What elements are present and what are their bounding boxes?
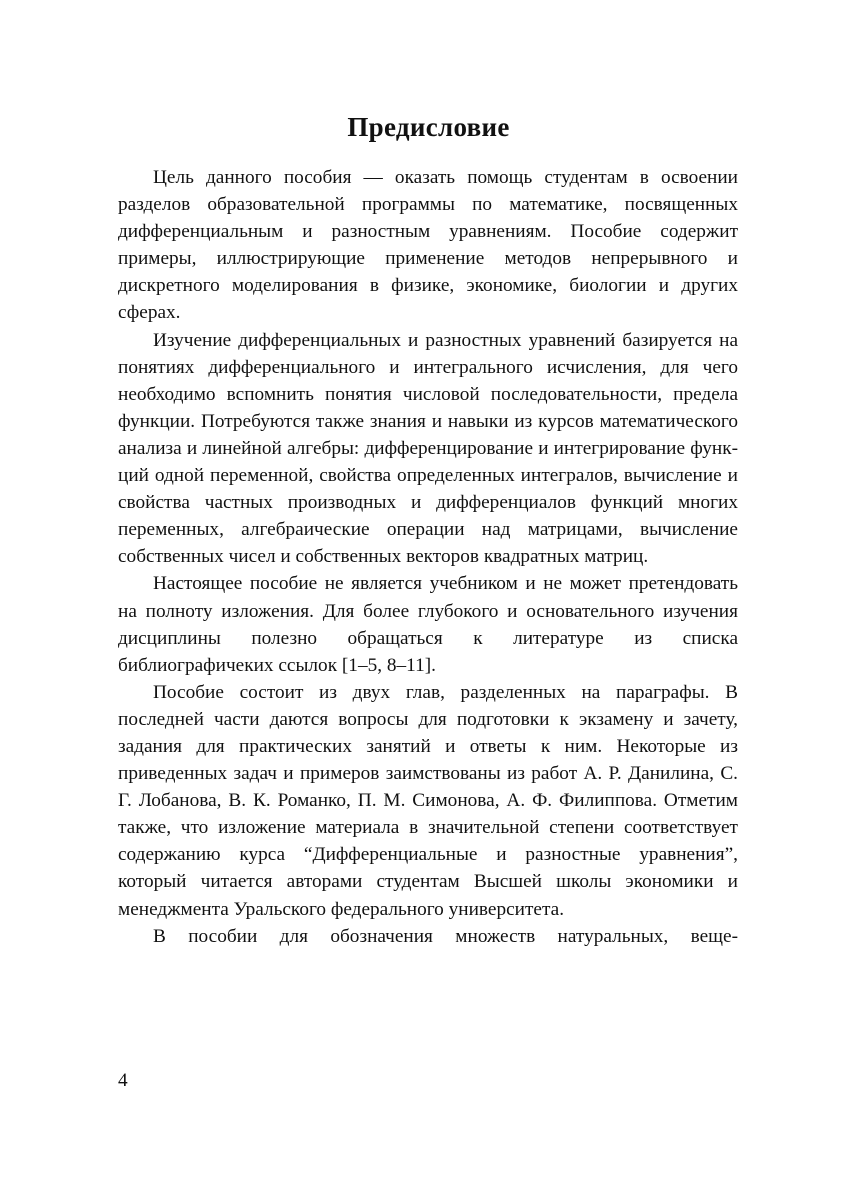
body-text [118,164,738,950]
paragraph-3: Настоящее пособие не является учебником и не может претендовать на полноту изложения. Для более глубокого и основательного изучения дисциплины полезно обращаться к литературе из списка библиографичеких ссылок [1–5, 8–11]. [118,573,738,676]
paragraph-1: Цель данного пособия — оказать помощь студентам в освоении разделов образовательной программы по математике, посвященных дифференциальным и разностным уравнениям. Пособие содержит примеры, иллюстрирующие применение методов непрерывного и дискретного моделирования в физике, экономике, биологии и других сферах. [118,167,738,324]
paragraph-2: Изучение дифференциальных и разностных уравнений базируется на понятиях дифференциального и интегрального исчисления, для чего необходимо вспомнить понятия числовой последовательности, предела функции. Потребуются также знания и навыки из курсов математического анализа и линейной алгебры: дифференцирование и интегрирование функций одной переменной, свойства определенных интегралов, вычисление и свойства частных производных и дифференциалов функций многих переменных, алгебраические операции над матрицами, вычисление собственных чисел и собственных векторов квадратных матриц. [118,329,738,568]
paragraph-5: В пособии для обозначения множеств натуральных, веще- [153,925,738,947]
page-number: 4 [118,1070,128,1091]
page-title: Предисловие [347,112,510,142]
paragraph-4: Пособие состоит из двух глав, разделенных на параграфы. В последней части даются вопросы для подготовки к экзамену и зачету, задания для практических занятий и ответы к ним. Некоторые из приведенных задач и примеров заимствованы из работ А. Р. Данилина, С. Г. Лобанова, В. К. Романко, П. М. Симонова, А. Ф. Филиппова. Отметим также, что изложение материала в значительной степени соответствует содержанию курса “Дифференциальные и разностные уравнения”, который читается авторами студентам Высшей школы экономики и менеджмента Уральского федерального университета. [118,681,738,920]
